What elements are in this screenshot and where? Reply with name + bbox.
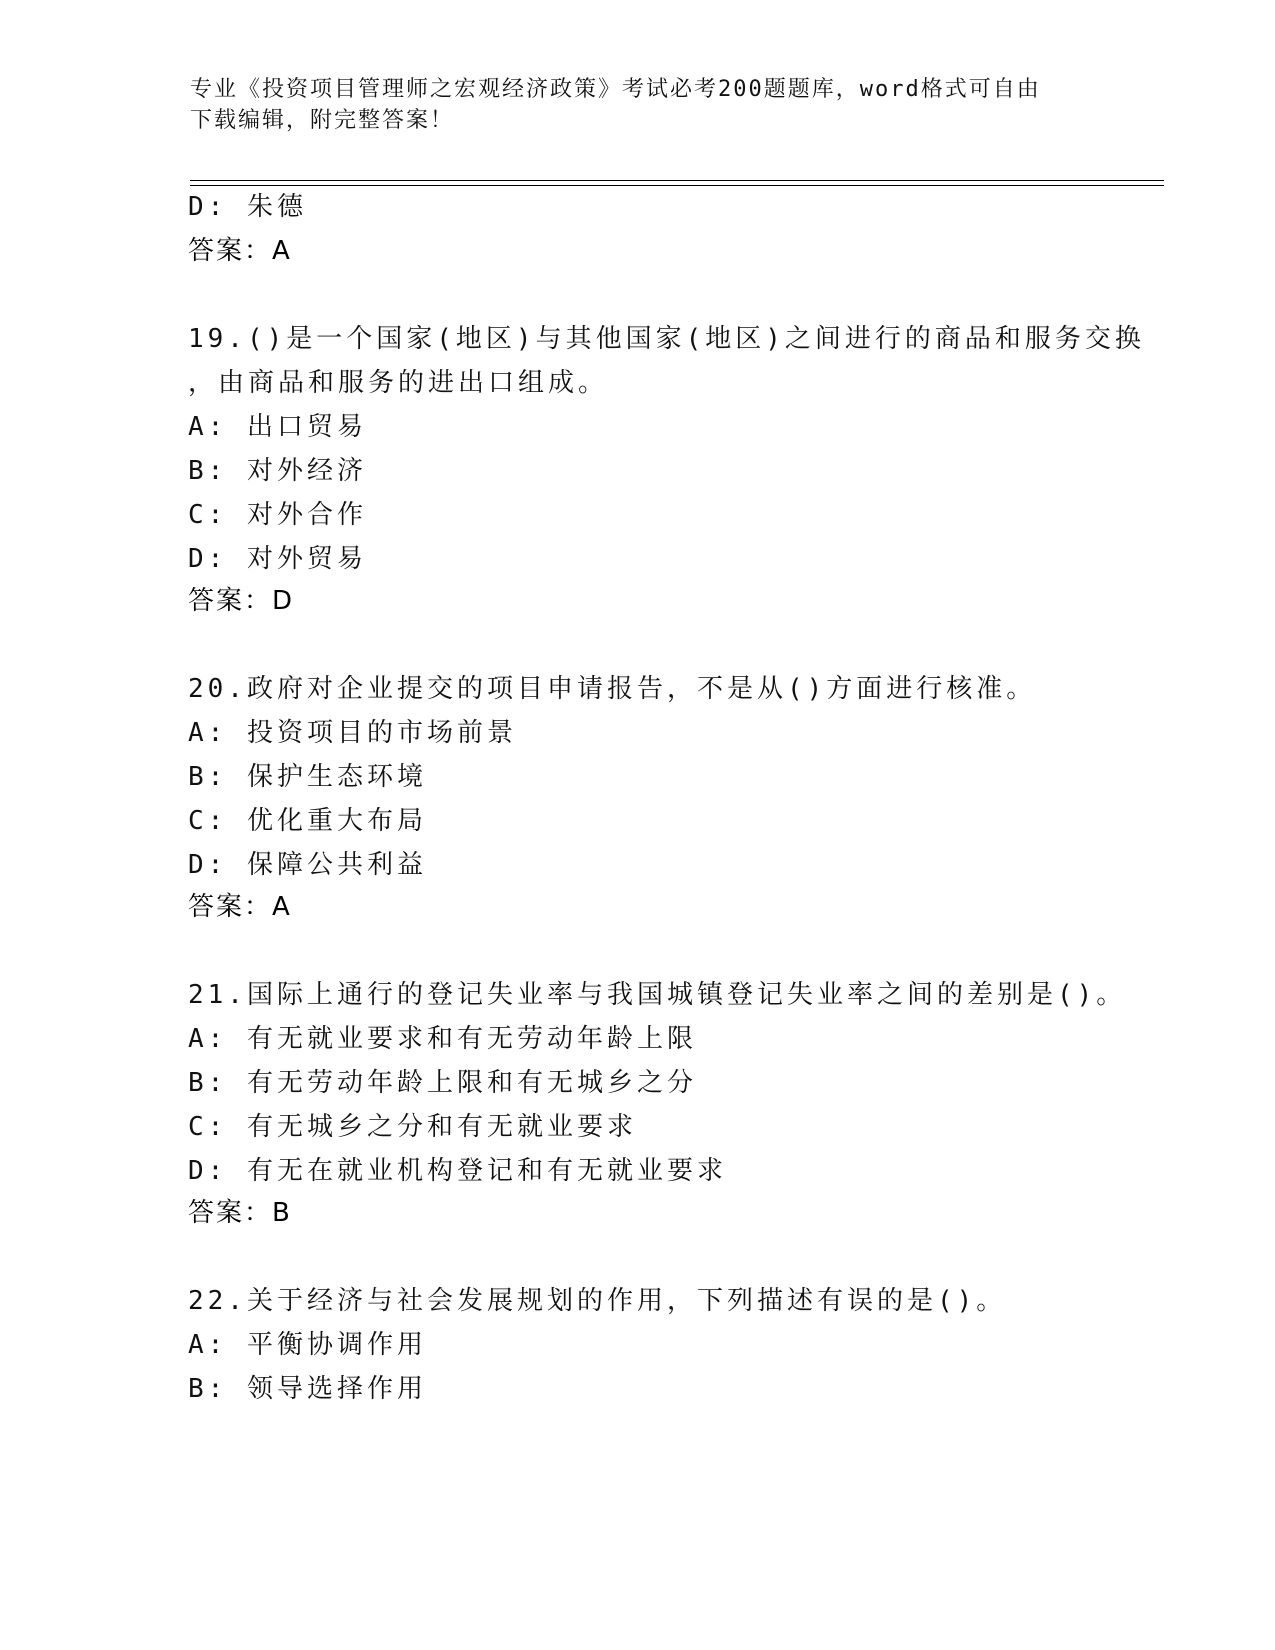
- question-21-answer: 答案：B: [188, 1198, 292, 1228]
- question-21-stem: 21.国际上通行的登记失业率与我国城镇登记失业率之间的差别是()。: [188, 980, 1127, 1010]
- question-20-option-c: C: 优化重大布局: [188, 806, 427, 836]
- question-19-stem-cont: ，由商品和服务的进出口组成。: [188, 368, 609, 398]
- question-22-option-b: B: 领导选择作用: [188, 1374, 427, 1404]
- header-rule-bottom: [190, 185, 1164, 186]
- document-header: [190, 74, 1090, 136]
- question-19-option-c: C: 对外合作: [188, 500, 367, 530]
- question-20-option-d: D: 保障公共利益: [188, 850, 427, 880]
- question-22-option-a: A: 平衡协调作用: [188, 1330, 427, 1360]
- question-20-option-b: B: 保护生态环境: [188, 762, 427, 792]
- question-19-option-d: D: 对外贸易: [188, 544, 367, 574]
- question-22-stem: 22.关于经济与社会发展规划的作用，下列描述有误的是()。: [188, 1286, 1007, 1316]
- header-rule-top: [190, 180, 1164, 181]
- header-line-1: 专业《投资项目管理师之宏观经济政策》考试必考200题题库，word格式可自由: [190, 77, 1041, 102]
- question-19-stem: 19.()是一个国家(地区)与其他国家(地区)之间进行的商品和服务交换: [188, 324, 1145, 354]
- question-20-answer: 答案：A: [188, 892, 292, 922]
- question-21-option-b: B: 有无劳动年龄上限和有无城乡之分: [188, 1068, 697, 1098]
- question-21-option-c: C: 有无城乡之分和有无就业要求: [188, 1112, 637, 1142]
- question-19-option-b: B: 对外经济: [188, 456, 367, 486]
- question-19-answer: 答案：D: [188, 586, 295, 616]
- question-19-option-a: A: 出口贸易: [188, 412, 367, 442]
- question-20-option-a: A: 投资项目的市场前景: [188, 718, 517, 748]
- question-20-stem: 20.政府对企业提交的项目申请报告，不是从()方面进行核准。: [188, 674, 1037, 704]
- question-21-option-a: A: 有无就业要求和有无劳动年龄上限: [188, 1024, 697, 1054]
- header-line-2: 下载编辑，附完整答案！: [190, 108, 455, 133]
- answer-label: 答案：A: [188, 236, 292, 266]
- option-d: D: 朱德: [188, 192, 307, 222]
- question-21-option-d: D: 有无在就业机构登记和有无就业要求: [188, 1156, 727, 1186]
